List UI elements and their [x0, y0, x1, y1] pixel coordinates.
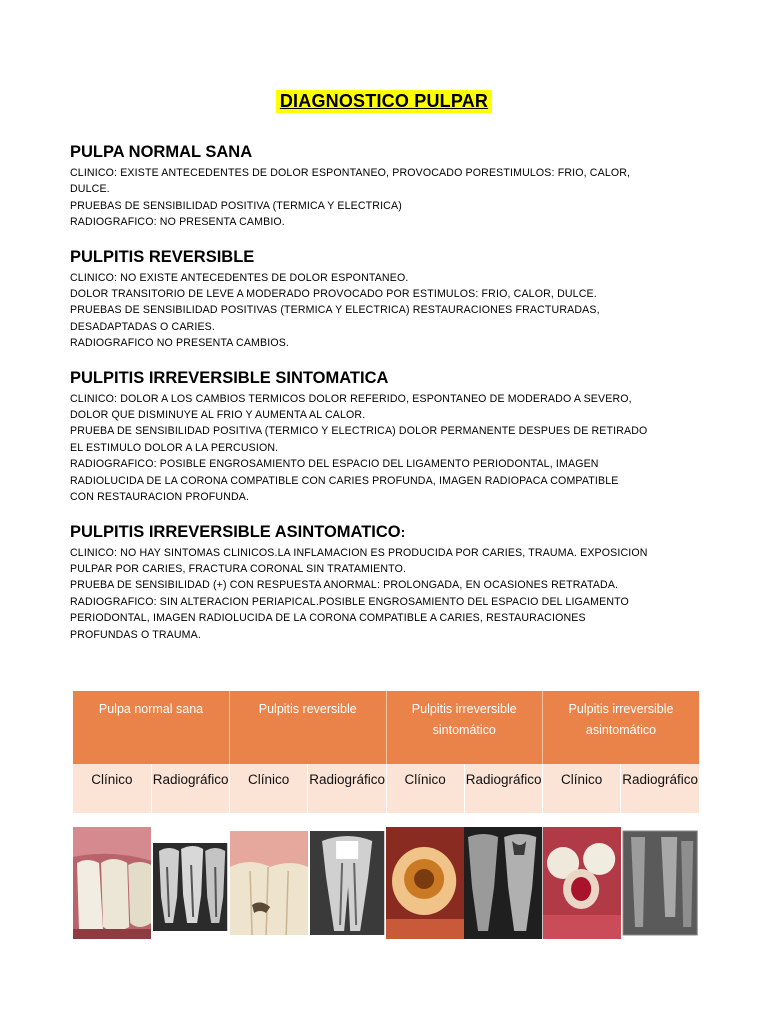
- page-title-wrap: [0, 90, 768, 113]
- section-line: PRUEBA DE SENSIBILIDAD (+) CON RESPUESTA ANORMAL: PROLONGADA, EN OCASIONES RETRATADA.: [70, 579, 619, 592]
- section-heading: PULPITIS REVERSIBLE: [70, 247, 255, 266]
- clinical-photo-reversible: [230, 827, 308, 939]
- section-heading: PULPA NORMAL SANA: [70, 143, 253, 161]
- subheader-clinico: Clínico: [386, 764, 464, 813]
- section-line: PERIODONTAL, IMAGEN RADIOLUCIDA DE LA CORONA COMPATIBLE A CARIES, RESTAURACIONES: [70, 612, 586, 625]
- section-line: RADIOGRAFICO: NO PRESENTA CAMBIO.: [70, 216, 285, 229]
- section-line: PRUEBA DE SENSIBILIDAD POSITIVA (TERMICO Y ELECTRICA) DOLOR PERMANENTE DESPUES DE RETIRADO: [70, 425, 648, 438]
- section-line: DESADAPTADAS O CARIES.: [70, 320, 215, 333]
- clinical-photo-sintomatico: [386, 827, 464, 939]
- radiograph-reversible: [308, 827, 386, 939]
- table-subheader-row: [73, 764, 699, 813]
- subheader-radiografico: Radiográfico: [621, 764, 699, 813]
- section-line: RADIOGRAFICO: POSIBLE ENGROSAMIENTO DEL ESPACIO DEL LIGAMENTO PERIODONTAL, IMAGEN: [70, 458, 599, 471]
- clinical-photo-normal: [73, 827, 151, 939]
- section-line: DOLOR QUE DISMINUYE AL FRIO Y AUMENTA AL CALOR.: [70, 409, 366, 422]
- radiograph-sintomatico: [464, 827, 542, 939]
- section-pulpitis-irreversible-sintomatica: [70, 368, 700, 506]
- section-pulpa-normal-sana: [70, 142, 700, 231]
- section-line: DOLOR TRANSITORIO DE LEVE A MODERADO PROVOCADO POR ESTIMULOS: FRIO, CALOR, DULCE.: [70, 288, 597, 301]
- section-line: PRUEBAS DE SENSIBILIDAD POSITIVAS (TERMICA Y ELECTRICA) RESTAURACIONES FRACTURADAS,: [70, 304, 600, 317]
- section-line: PULPAR POR CARIES, FRACTURA CORONAL SIN TRATAMIENTO.: [70, 562, 407, 575]
- section-line: PROFUNDAS O TRAUMA.: [70, 628, 201, 641]
- header-pulpa-normal-sana: Pulpa normal sana: [73, 691, 230, 764]
- section-line: RADIOLUCIDA DE LA CORONA COMPATIBLE CON CARIES PROFUNDA, IMAGEN RADIOPACA COMPATIBLE: [70, 474, 619, 487]
- section-line: CLINICO: DOLOR A LOS CAMBIOS TERMICOS DOLOR REFERIDO, ESPONTANEO DE MODERADO A SEVERO,: [70, 392, 632, 405]
- header-pulpitis-irreversible-sintomatico: Pulpitis irreversible sintomático: [386, 691, 543, 764]
- section-heading: PULPITIS IRREVERSIBLE SINTOMATICA: [70, 368, 389, 387]
- section-line: DULCE.: [70, 183, 110, 196]
- summary-table: [73, 691, 699, 939]
- section-line: CLINICO: NO EXISTE ANTECEDENTES DE DOLOR ESPONTANEO.: [70, 271, 409, 284]
- subheader-clinico: Clínico: [543, 764, 621, 813]
- table-header-row: [73, 691, 699, 764]
- header-pulpitis-reversible: Pulpitis reversible: [230, 691, 387, 764]
- section-line: CON RESTAURACION PROFUNDA.: [70, 491, 250, 504]
- clinical-photo-asintomatico: [543, 827, 621, 939]
- section-heading: PULPITIS IRREVERSIBLE ASINTOMATICO:: [70, 522, 406, 541]
- section-line: RADIOGRAFICO: SIN ALTERACION PERIAPICAL.POSIBLE ENGROSAMIENTO DEL ESPACIO DEL LIGAMENTO: [70, 595, 629, 608]
- document-body: [70, 142, 700, 659]
- page-title: DIAGNOSTICO PULPAR: [276, 90, 492, 113]
- subheader-radiografico: Radiográfico: [151, 764, 229, 813]
- section-pulpitis-reversible: [70, 247, 700, 352]
- section-pulpitis-irreversible-asintomatico: [70, 522, 700, 643]
- section-line: RADIOGRAFICO NO PRESENTA CAMBIOS.: [70, 337, 290, 350]
- subheader-radiografico: Radiográfico: [308, 764, 386, 813]
- section-line: PRUEBAS DE SENSIBILIDAD POSITIVA (TERMICA Y ELECTRICA): [70, 199, 402, 212]
- section-line: CLINICO: NO HAY SINTOMAS CLINICOS.LA INFLAMACION ES PRODUCIDA POR CARIES, TRAUMA. EXPOSICION: [70, 546, 648, 559]
- header-pulpitis-irreversible-asintomatico: Pulpitis irreversible asintomático: [543, 691, 700, 764]
- radiograph-normal: [151, 827, 229, 939]
- section-line: EL ESTIMULO DOLOR A LA PERCUSION.: [70, 441, 279, 454]
- subheader-clinico: Clínico: [73, 764, 151, 813]
- table-image-row: [73, 827, 699, 939]
- subheader-clinico: Clínico: [230, 764, 308, 813]
- table-gap-row: [73, 813, 699, 827]
- radiograph-asintomatico: [621, 827, 699, 939]
- section-line: CLINICO: EXISTE ANTECEDENTES DE DOLOR ESPONTANEO, PROVOCADO PORESTIMULOS: FRIO, CALOR,: [70, 167, 631, 179]
- subheader-radiografico: Radiográfico: [464, 764, 542, 813]
